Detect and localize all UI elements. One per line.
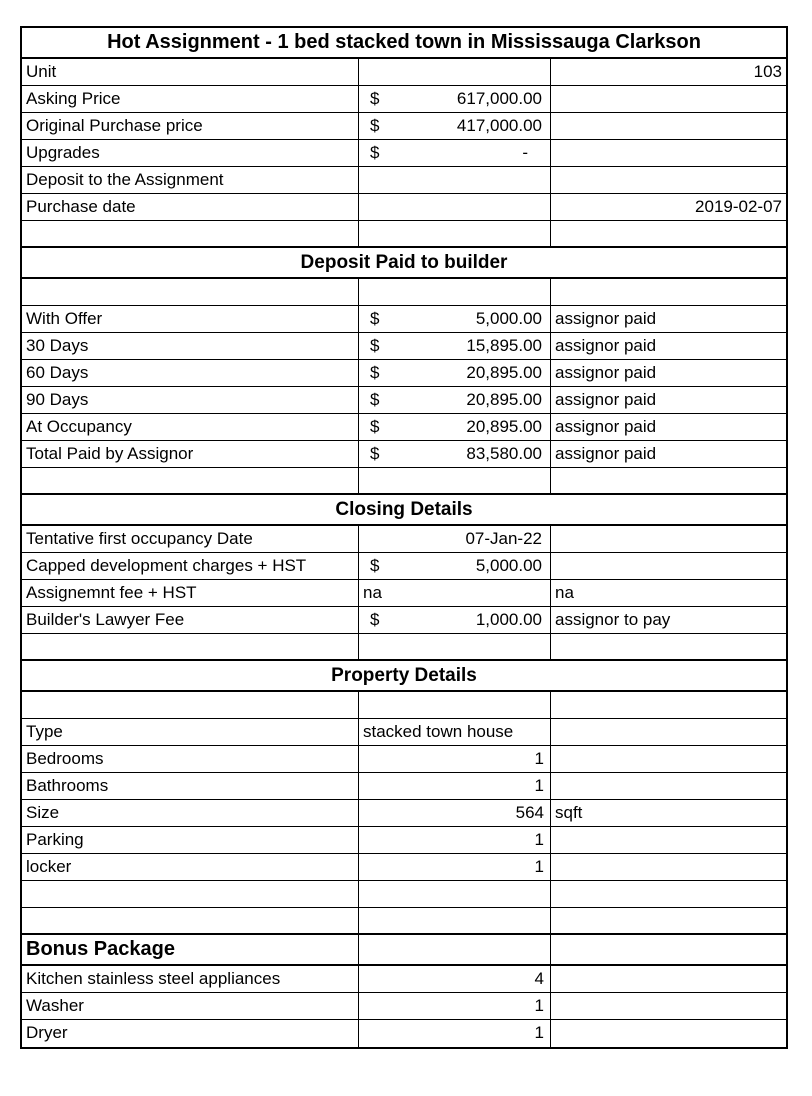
size-row <box>22 800 786 827</box>
dev-charges-value: 5,000.00 <box>475 556 542 575</box>
blank-cell <box>22 468 359 493</box>
blank-row <box>22 468 786 495</box>
locker-note <box>551 854 786 880</box>
blank-row <box>22 634 786 661</box>
bedrooms-label: Bedrooms <box>22 746 359 772</box>
upgrades-label: Upgrades <box>22 140 359 166</box>
blank-cell <box>22 634 359 659</box>
asking-price-value: 617,000.00 <box>456 89 542 108</box>
blank-cell <box>551 221 786 246</box>
bonus-note <box>551 966 786 992</box>
bathrooms-row <box>22 773 786 800</box>
bathrooms-label: Bathrooms <box>22 773 359 799</box>
bonus-label: Dryer <box>22 1020 359 1047</box>
parking-cell <box>359 827 551 853</box>
blank-cell <box>359 468 551 493</box>
blank-cell <box>551 908 786 933</box>
bedrooms-cell <box>359 746 551 772</box>
parking-row <box>22 827 786 854</box>
currency-symbol: $ <box>370 336 380 355</box>
purchase-date-cell <box>359 194 551 220</box>
blank-cell <box>551 279 786 305</box>
bonus-heading-row <box>22 935 786 966</box>
occupancy-label: Tentative first occupancy Date <box>22 526 359 552</box>
assignment-fee-row <box>22 580 786 607</box>
deposit-amount-cell <box>359 441 551 467</box>
dev-charges-label: Capped development charges + HST <box>22 553 359 579</box>
deposit-label: 30 Days <box>22 333 359 359</box>
asking-price-row <box>22 86 786 113</box>
currency-symbol: $ <box>370 309 380 328</box>
deposit-amount: 83,580.00 <box>466 444 542 463</box>
size-label: Size <box>22 800 359 826</box>
bonus-cell <box>359 1020 551 1047</box>
bonus-note <box>551 993 786 1019</box>
bonus-value: 4 <box>534 969 544 988</box>
deposit-label: At Occupancy <box>22 414 359 440</box>
bonus-row <box>22 1020 786 1047</box>
currency-symbol: $ <box>370 116 380 135</box>
upgrades-cell <box>359 140 551 166</box>
locker-label: locker <box>22 854 359 880</box>
deposit-assignment-row <box>22 167 786 194</box>
deposit-label: 60 Days <box>22 360 359 386</box>
dev-charges-cell <box>359 553 551 579</box>
deposit-row <box>22 387 786 414</box>
size-value: 564 <box>515 803 544 822</box>
blank-row <box>22 881 786 908</box>
original-price-value: 417,000.00 <box>456 116 542 135</box>
blank-cell <box>359 935 551 964</box>
deposit-amount-cell <box>359 306 551 332</box>
deposit-amount: 20,895.00 <box>466 390 542 409</box>
closing-heading <box>22 495 786 526</box>
original-price-row <box>22 113 786 140</box>
original-price-note <box>551 113 786 139</box>
blank-cell <box>359 692 551 718</box>
blank-cell <box>22 221 359 246</box>
deposit-label: 90 Days <box>22 387 359 413</box>
bathrooms-cell <box>359 773 551 799</box>
currency-symbol: $ <box>370 610 380 629</box>
original-price-label: Original Purchase price <box>22 113 359 139</box>
bonus-label: Kitchen stainless steel appliances <box>22 966 359 992</box>
bonus-heading: Bonus Package <box>22 935 359 964</box>
currency-symbol: $ <box>370 556 380 575</box>
bedrooms-note <box>551 746 786 772</box>
deposit-assignment-cell <box>359 167 551 193</box>
property-heading-text: Property Details <box>331 665 477 686</box>
bedrooms-row <box>22 746 786 773</box>
bonus-row <box>22 993 786 1020</box>
size-cell <box>359 800 551 826</box>
deposit-total-row <box>22 441 786 468</box>
parking-note <box>551 827 786 853</box>
assignment-fee-cell <box>359 580 551 606</box>
occupancy-cell <box>359 526 551 552</box>
unit-empty-cell <box>359 59 551 85</box>
blank-cell <box>359 634 551 659</box>
deposit-row <box>22 360 786 387</box>
bonus-label: Washer <box>22 993 359 1019</box>
original-price-cell <box>359 113 551 139</box>
lawyer-fee-label: Builder's Lawyer Fee <box>22 607 359 633</box>
deposit-amount: 20,895.00 <box>466 417 542 436</box>
currency-symbol: $ <box>370 417 380 436</box>
currency-symbol: $ <box>370 390 380 409</box>
blank-cell <box>551 881 786 907</box>
deposit-label: Total Paid by Assignor <box>22 441 359 467</box>
unit-label: Unit <box>22 59 359 85</box>
size-unit: sqft <box>555 803 583 822</box>
purchase-date-row <box>22 194 786 221</box>
deposit-amount: 20,895.00 <box>466 363 542 382</box>
deposit-note: assignor paid <box>555 309 657 328</box>
type-row <box>22 719 786 746</box>
parking-value: 1 <box>534 830 544 849</box>
blank-cell <box>551 935 786 964</box>
deposit-amount-cell <box>359 414 551 440</box>
bathrooms-note <box>551 773 786 799</box>
deposit-amount-cell <box>359 333 551 359</box>
occupancy-note <box>551 526 786 552</box>
deposit-amount-cell <box>359 387 551 413</box>
bedrooms-value: 1 <box>534 749 544 768</box>
unit-value: 103 <box>753 62 782 81</box>
blank-cell <box>551 692 786 718</box>
currency-symbol: $ <box>370 143 380 162</box>
asking-price-note <box>551 86 786 112</box>
locker-row <box>22 854 786 881</box>
upgrades-value: - <box>522 143 528 162</box>
upgrades-note <box>551 140 786 166</box>
deposit-row <box>22 414 786 441</box>
type-label: Type <box>22 719 359 745</box>
bonus-cell <box>359 993 551 1019</box>
purchase-date-value: 2019-02-07 <box>695 197 782 216</box>
deposit-note: assignor paid <box>555 444 657 463</box>
deposit-note: assignor paid <box>555 390 657 409</box>
assignment-fee-note: na <box>555 583 574 602</box>
currency-symbol: $ <box>370 89 380 108</box>
blank-cell <box>22 692 359 718</box>
occupancy-value: 07-Jan-22 <box>465 529 542 548</box>
locker-cell <box>359 854 551 880</box>
lawyer-fee-row <box>22 607 786 634</box>
deposit-row <box>22 333 786 360</box>
closing-heading-text: Closing Details <box>335 499 473 520</box>
deposit-row <box>22 306 786 333</box>
bonus-note <box>551 1020 786 1047</box>
blank-cell <box>551 468 786 493</box>
blank-row <box>22 279 786 306</box>
deposit-note: assignor paid <box>555 336 657 355</box>
deposit-heading <box>22 248 786 279</box>
purchase-date-label: Purchase date <box>22 194 359 220</box>
deposit-assignment-label: Deposit to the Assignment <box>22 167 359 193</box>
deposit-amount-cell <box>359 360 551 386</box>
deposit-assignment-note <box>551 167 786 193</box>
type-note <box>551 719 786 745</box>
sheet-title <box>22 28 786 59</box>
bonus-cell <box>359 966 551 992</box>
blank-cell <box>22 881 359 907</box>
deposit-amount: 5,000.00 <box>475 309 542 328</box>
deposit-amount: 15,895.00 <box>466 336 542 355</box>
dev-charges-row <box>22 553 786 580</box>
deposit-heading-text: Deposit Paid to builder <box>300 252 508 273</box>
blank-cell <box>551 634 786 659</box>
type-cell <box>359 719 551 745</box>
blank-row <box>22 692 786 719</box>
assignment-sheet <box>20 26 788 1049</box>
property-heading <box>22 661 786 692</box>
bonus-value: 1 <box>534 1023 544 1042</box>
bonus-row <box>22 966 786 993</box>
lawyer-fee-value: 1,000.00 <box>475 610 542 629</box>
upgrades-row <box>22 140 786 167</box>
blank-cell <box>359 908 551 933</box>
currency-symbol: $ <box>370 444 380 463</box>
asking-price-cell <box>359 86 551 112</box>
asking-price-label: Asking Price <box>22 86 359 112</box>
blank-row <box>22 221 786 248</box>
deposit-label: With Offer <box>22 306 359 332</box>
currency-symbol: $ <box>370 363 380 382</box>
parking-label: Parking <box>22 827 359 853</box>
blank-row <box>22 908 786 935</box>
locker-value: 1 <box>534 857 544 876</box>
assignment-fee-value: na <box>363 583 382 602</box>
assignment-fee-label: Assignemnt fee + HST <box>22 580 359 606</box>
bathrooms-value: 1 <box>534 776 544 795</box>
blank-cell <box>359 881 551 907</box>
occupancy-row <box>22 526 786 553</box>
deposit-note: assignor paid <box>555 417 657 436</box>
type-value: stacked town house <box>363 722 514 741</box>
title-text: Hot Assignment - 1 bed stacked town in Mississauga Clarkson <box>107 31 701 53</box>
bonus-value: 1 <box>534 996 544 1015</box>
blank-cell <box>359 279 551 305</box>
unit-row <box>22 59 786 86</box>
lawyer-fee-cell <box>359 607 551 633</box>
deposit-note: assignor paid <box>555 363 657 382</box>
blank-cell <box>22 908 359 933</box>
blank-cell <box>22 279 359 305</box>
dev-charges-note <box>551 553 786 579</box>
blank-cell <box>359 221 551 246</box>
lawyer-fee-note: assignor to pay <box>555 610 671 629</box>
